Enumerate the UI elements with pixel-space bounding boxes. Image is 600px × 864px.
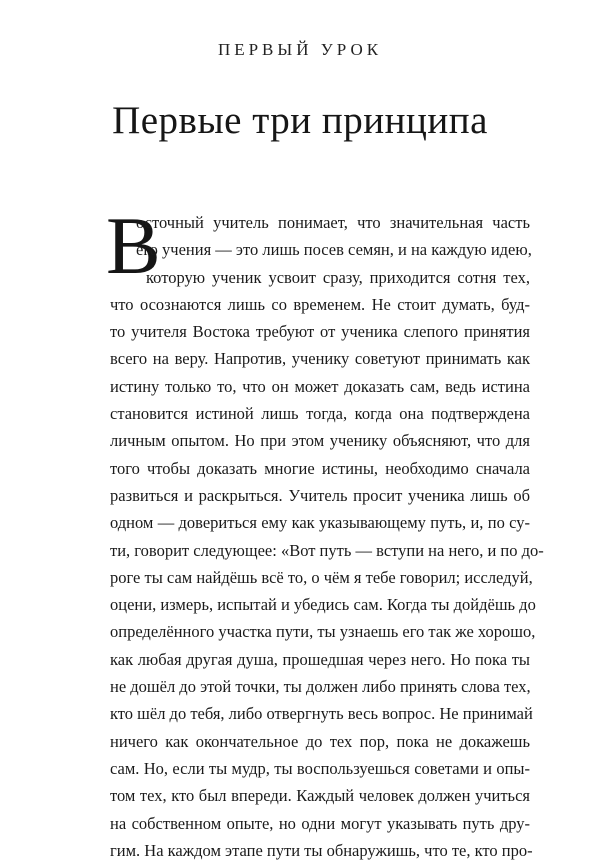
text-line: гим. На каждом этапе пути ты обнаружишь, что те, кто про- xyxy=(110,840,533,860)
text-line: всего на веру. Напротив, ученику советуют принимать как xyxy=(110,349,530,369)
text-line: ти, говорит следующее: «Вот путь — вступи на него, и по до- xyxy=(110,540,544,560)
body-text xyxy=(110,209,544,864)
text-line: ничего как окончательное до тех пор, пока не докажешь xyxy=(110,731,530,751)
text-line: того чтобы доказать многие истины, необходимо сначала xyxy=(110,458,530,478)
text-line: одном — довериться ему как указывающему путь, и, по су- xyxy=(110,513,530,533)
chapter-title: Первые три принципа xyxy=(112,99,488,143)
text-line: личным опытом. Но при этом ученику объясняют, что для xyxy=(110,431,530,451)
text-line: что осознаются лишь со временем. Не стоит думать, буд- xyxy=(110,294,530,314)
text-line: развиться и раскрыться. Учитель просит ученика лишь об xyxy=(110,485,530,505)
text-line: кто шёл до тебя, либо отвергнуть весь вопрос. Не принимай xyxy=(110,704,533,724)
text-line: оцени, измерь, испытай и убедись сам. Когда ты дойдёшь до xyxy=(110,595,536,615)
text-line: роге ты сам найдёшь всё то, о чём я тебе говорил; исследуй, xyxy=(110,567,533,587)
text-line: становится истиной лишь тогда, когда она подтверждена xyxy=(110,404,530,424)
text-line: определённого участка пути, ты узнаешь его так же хорошо, xyxy=(110,622,536,642)
text-line: том тех, кто был впереди. Каждый человек должен учиться xyxy=(110,786,530,806)
chapter-label: ПЕРВЫЙ УРОК xyxy=(217,40,383,59)
text-line: то учителя Востока требуют от ученика слепого принятия xyxy=(110,322,530,342)
text-line: не дошёл до этой точки, ты должен либо принять слова тех, xyxy=(110,677,531,697)
text-line: осточный учитель понимает, что значительная часть xyxy=(136,213,530,232)
text-line: которую ученик усвоит сразу, приходится сотня тех, xyxy=(146,267,530,287)
drop-cap: В xyxy=(106,200,161,291)
text-line: как любая другая душа, прошедшая через него. Но пока ты xyxy=(110,649,530,669)
text-line: на собственном опыте, но одни могут указывать путь дру- xyxy=(110,813,530,833)
text-line: сам. Но, если ты мудр, ты воспользуешься советами и опы- xyxy=(110,758,530,778)
text-line: истину только то, что он может доказать сам, ведь истина xyxy=(110,376,530,396)
text-line: его учения — это лишь посев семян, и на каждую идею, xyxy=(136,240,532,260)
